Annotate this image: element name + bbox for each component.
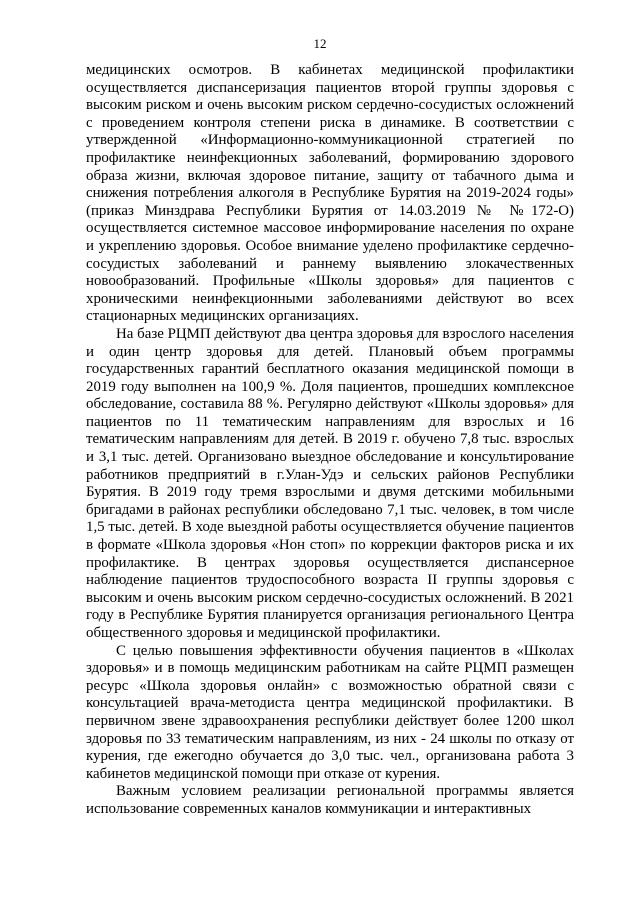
paragraph-1: медицинских осмотров. В кабинетах медицинской профилактики осуществляется диспансеризация пациентов второй группы здоровья с высоким риском и очень высоким риском сердечно-сосудистых осложнений с проведением контроля степени риска в динамике. В соответствии с утвержденной «Информационно-коммуникационной стратегией по профилактике неинфекционных заболеваний, формированию здорового образа жизни, включая здоровое питание, защиту от табачного дыма и снижения потребления алкоголя в Республике Бурятия на 2019-2024 годы» (приказ Минздрава Республики Бурятия от 14.03.2019 № №172-О) осуществляется системное массовое информирование населения по охране и укреплению здоровья. Особое внимание уделено профилактике сердечно-сосудистых заболеваний и раннему выявлению злокачественных новообразований. Профильные «Школы здоровья» для пациентов с хроническими неинфекционными заболеваниями действуют во всех стационарных медицинских организациях. [86,62,574,325]
paragraph-3: С целью повышения эффективности обучения пациентов в «Школах здоровья» и в помощь медицинским работникам на сайте РЦМП размещен ресурс «Школа здоровья онлайн» с возможностью обратной связи с консультацией врача-методиста центра медицинской профилактики. В первичном звене здравоохранения республики действует более 1200 школ здоровья по 33 тематическим направлениям, из них - 24 школы по отказу от курения, где ежегодно обучается до 3,0 тыс. чел., организована работа 3 кабинетов медицинской помощи при отказе от курения. [86,642,574,782]
body-text [86,62,574,819]
paragraph-2: На базе РЦМП действуют два центра здоровья для взрослого населения и один центр здоровья для детей. Плановый объем программы государственных гарантий бесплатного оказания медицинской помощи в 2019 году выполнен на 100,9 %. Доля пациентов, прошедших комплексное обследование, составила 88 %. Регулярно действуют «Школы здоровья» для пациентов по 11 тематическим направлениям для взрослых и 16 тематическим направлениям для детей. В 2019 г. обучено 7,8 тыс. взрослых и 3,1 тыс. детей. Организовано выездное обследование и консультирование работников предприятий в г.Улан-Удэ и сельских районов Республики Бурятия. В 2019 году тремя взрослыми и двумя детскими мобильными бригадами в районах республики обследовано 7,1 тыс. человек, в том числе 1,5 тыс. детей. В ходе выездной работы осуществляется обучение пациентов в формате «Школа здоровья «Нон стоп» по коррекции факторов риска и их профилактике. В центрах здоровья осуществляется диспансерное наблюдение пациентов трудоспособного возраста II группы здоровья с высоким и очень высоким риском сердечно-сосудистых осложнений. В 2021 году в Республике Бурятия планируется организация регионального Центра общественного здоровья и медицинской профилактики. [86,325,574,641]
page-number: 12 [313,36,327,51]
paragraph-4: Важным условием реализации региональной программы является использование современных каналов коммуникации и интерактивных [86,783,574,817]
